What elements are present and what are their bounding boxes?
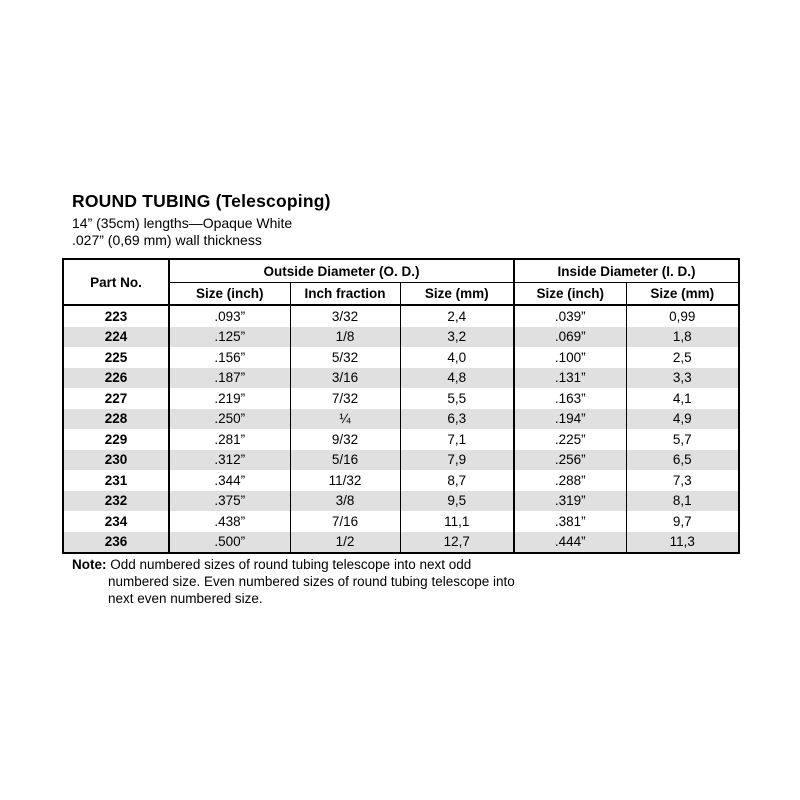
table-row	[63, 532, 739, 554]
table-group-header-row	[63, 259, 739, 283]
table-row	[63, 347, 739, 368]
note-text: Odd numbered sizes of round tubing telescope into next odd numbered size. Even numbered sizes of round tubing telescope into next even numbered size.	[108, 557, 515, 606]
od-size-inch-cell: .438”	[169, 511, 290, 532]
part-no-cell: 225	[63, 347, 169, 368]
table-row	[63, 470, 739, 491]
tubing-table-body	[63, 305, 739, 553]
od-inch-fraction-cell: 3/32	[290, 305, 400, 327]
id-size-inch-cell: .069”	[514, 327, 626, 348]
part-no-cell: 223	[63, 305, 169, 327]
od-inch-fraction-cell: ¼	[290, 409, 400, 430]
od-size-inch-cell: .250”	[169, 409, 290, 430]
id-size-inch-header: Size (inch)	[514, 283, 626, 306]
od-size-mm-cell: 4,0	[400, 347, 514, 368]
id-size-mm-cell: 5,7	[672, 431, 692, 447]
od-size-inch-cell: .281”	[169, 429, 290, 450]
part-no-cell: 232	[63, 491, 169, 512]
table-row	[63, 429, 739, 450]
od-size-mm-cell: 8,7	[400, 470, 514, 491]
od-inch-fraction-cell: 9/32	[290, 429, 400, 450]
note-label: Note:	[72, 557, 107, 572]
part-no-header: Part No.	[63, 259, 169, 305]
id-size-mm-cell: 4,1	[672, 390, 692, 406]
table-row	[63, 368, 739, 389]
id-size-inch-cell: .194”	[514, 409, 626, 430]
title-block	[72, 191, 331, 249]
od-size-mm-cell: 3,2	[400, 327, 514, 348]
id-size-inch-cell: .163”	[514, 388, 626, 409]
od-size-inch-cell: .156”	[169, 347, 290, 368]
id-size-mm-cell: 2,5	[672, 349, 692, 365]
inside-diameter-group-header: Inside Diameter (I. D.)	[514, 259, 739, 283]
od-size-mm-cell: 4,8	[400, 368, 514, 389]
table-row	[63, 327, 739, 348]
od-size-mm-cell: 7,9	[400, 450, 514, 471]
tubing-spec-table	[62, 258, 740, 554]
id-size-inch-cell: .288”	[514, 470, 626, 491]
id-size-mm-cell: 11,3	[669, 534, 695, 550]
od-size-mm-cell: 9,5	[400, 491, 514, 512]
part-no-cell: 229	[63, 429, 169, 450]
od-inch-fraction-cell: 1/2	[290, 532, 400, 554]
id-size-inch-cell: .225”	[514, 429, 626, 450]
id-size-inch-cell: .131”	[514, 368, 626, 389]
id-size-inch-cell: .256”	[514, 450, 626, 471]
od-inch-fraction-cell: 7/32	[290, 388, 400, 409]
table-row	[63, 511, 739, 532]
outside-diameter-group-header: Outside Diameter (O. D.)	[169, 259, 514, 283]
page-title: ROUND TUBING (Telescoping)	[72, 191, 331, 211]
od-size-inch-cell: .093”	[169, 305, 290, 327]
od-inch-fraction-cell: 11/32	[290, 470, 400, 491]
table-row	[63, 409, 739, 430]
subtitle-wall-thickness: .027” (0,69 mm) wall thickness	[72, 232, 262, 248]
table-row	[63, 450, 739, 471]
table-row	[63, 491, 739, 512]
id-size-mm-cell: 3,3	[672, 370, 692, 386]
part-no-cell: 236	[63, 532, 169, 554]
od-size-inch-cell: .500”	[169, 532, 290, 554]
id-size-mm-cell: 7,3	[672, 472, 692, 488]
id-size-inch-cell: .444”	[514, 532, 626, 554]
od-inch-fraction-cell: 3/16	[290, 368, 400, 389]
id-size-mm-cell: 1,8	[672, 329, 692, 345]
od-size-mm-cell: 2,4	[400, 305, 514, 327]
table-header	[63, 259, 739, 305]
id-size-mm-cell: 6,5	[672, 452, 692, 468]
id-size-inch-cell: .100”	[514, 347, 626, 368]
od-size-mm-cell: 5,5	[400, 388, 514, 409]
table-row	[63, 388, 739, 409]
od-size-inch-cell: .125”	[169, 327, 290, 348]
part-no-cell: 224	[63, 327, 169, 348]
od-inch-fraction-cell: 7/16	[290, 511, 400, 532]
id-size-mm-cell: 9,7	[672, 513, 692, 529]
part-no-cell: 226	[63, 368, 169, 389]
id-size-inch-cell: .039”	[514, 305, 626, 327]
od-size-mm-cell: 11,1	[400, 511, 514, 532]
part-no-cell: 231	[63, 470, 169, 491]
od-size-mm-cell: 6,3	[400, 409, 514, 430]
part-no-cell: 234	[63, 511, 169, 532]
od-inch-fraction-cell: 5/16	[290, 450, 400, 471]
part-no-cell: 227	[63, 388, 169, 409]
od-inch-fraction-cell: 1/8	[290, 327, 400, 348]
id-size-inch-cell: .319”	[514, 491, 626, 512]
od-size-mm-cell: 7,1	[400, 429, 514, 450]
od-size-inch-cell: .375”	[169, 491, 290, 512]
od-size-mm-cell: 12,7	[400, 532, 514, 554]
part-no-cell: 230	[63, 450, 169, 471]
table-row	[63, 305, 739, 327]
od-inch-fraction-cell: 5/32	[290, 347, 400, 368]
subtitle-lengths: 14” (35cm) lengths—Opaque White	[72, 215, 293, 231]
id-size-inch-cell: .381”	[514, 511, 626, 532]
od-size-inch-cell: .187”	[169, 368, 290, 389]
od-size-inch-header: Size (inch)	[169, 283, 290, 306]
od-inch-fraction-header: Inch fraction	[290, 283, 400, 306]
id-size-mm-header: Size (mm)	[626, 283, 739, 306]
od-size-inch-cell: .312”	[169, 450, 290, 471]
od-size-mm-header: Size (mm)	[400, 283, 514, 306]
part-no-cell: 228	[63, 409, 169, 430]
id-size-mm-cell: 4,9	[672, 411, 692, 427]
id-size-mm-cell: 0,99	[669, 308, 696, 324]
od-inch-fraction-cell: 3/8	[290, 491, 400, 512]
note	[72, 556, 516, 607]
id-size-mm-cell: 8,1	[672, 493, 692, 509]
od-size-inch-cell: .344”	[169, 470, 290, 491]
od-size-inch-cell: .219”	[169, 388, 290, 409]
